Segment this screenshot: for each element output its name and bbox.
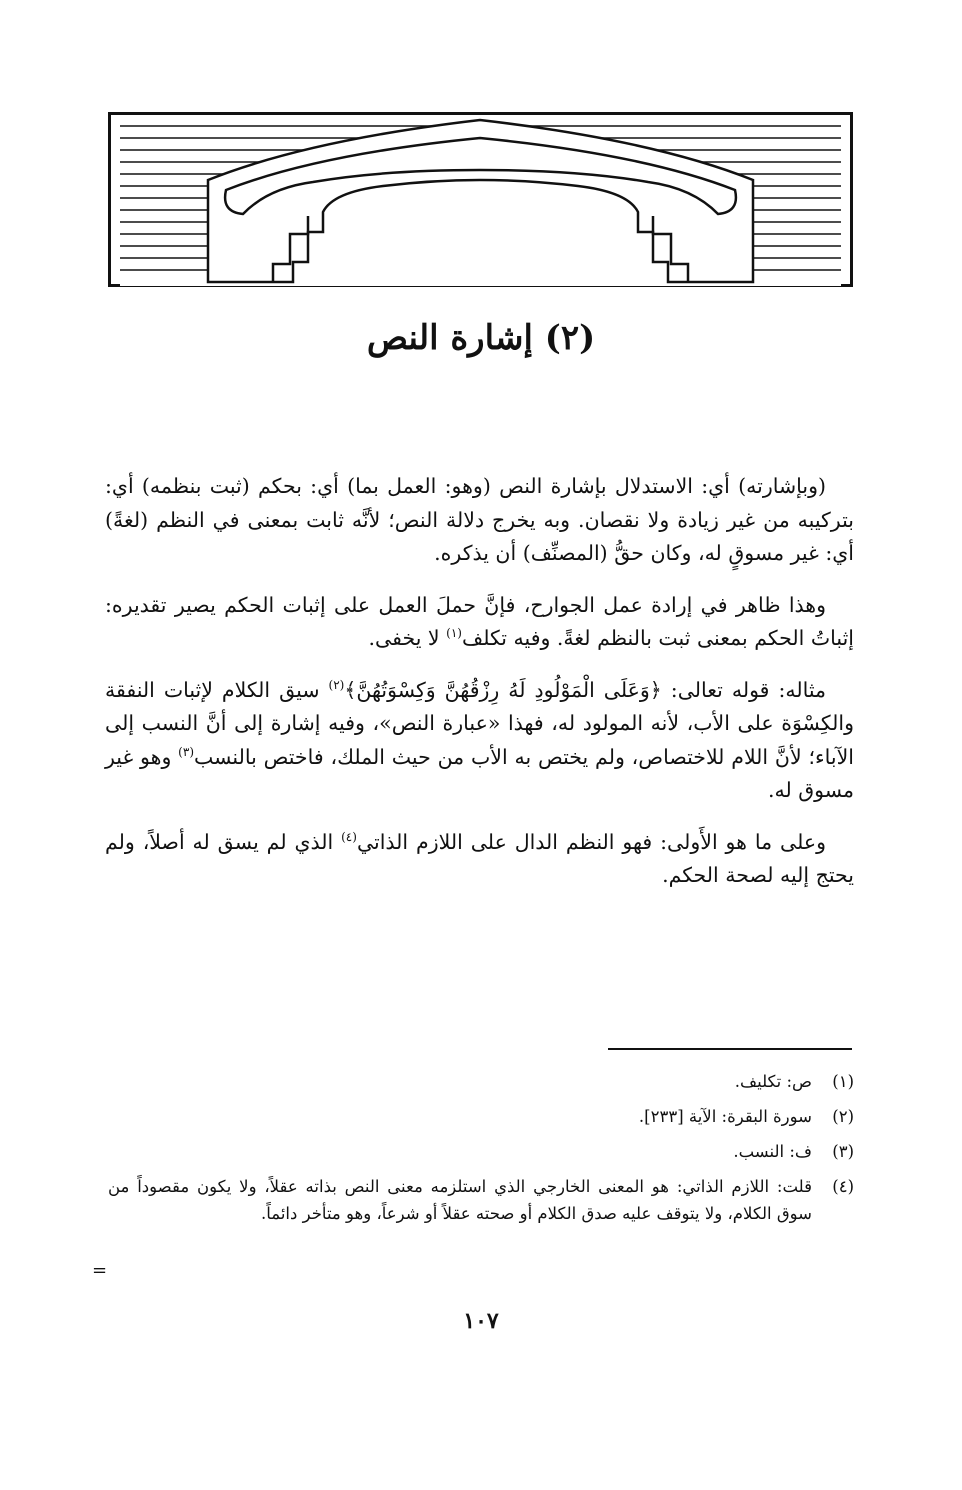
footnote <box>108 1103 854 1130</box>
footnote-separator <box>608 1048 852 1050</box>
footnote-text: ص: تكليف. <box>734 1072 812 1091</box>
paragraph-text-tail: وهو غير مسوق له. <box>105 744 854 802</box>
footnotes <box>108 1068 854 1235</box>
footnote-number: (٣) <box>832 1142 854 1161</box>
paragraph-text: وعلى ما هو الأَولى: فهو النظم الدال على اللازم الذاتي <box>356 829 826 854</box>
footnote-number: (٢) <box>832 1107 854 1126</box>
footnote-ref: (٢) <box>328 677 345 692</box>
paragraph-text: مثاله: قوله تعالى: ﴿وَعَلَى الْمَوْلُودِ لَهُ رِزْقُهُنَّ وَكِسْوَتُهُنَّ﴾ <box>344 677 826 702</box>
paragraph-text-tail: الذي لم يسق له أصلاً، ولم يحتج إليه لصحة الحكم. <box>105 829 854 887</box>
page-number: ١٠٧ <box>463 1308 499 1334</box>
paragraph-text-tail: لا يخفى. <box>368 626 447 650</box>
body-text <box>105 470 854 911</box>
footnote-text: ف: النسب. <box>733 1142 812 1161</box>
footnote-ref: (١) <box>446 626 462 641</box>
paragraph-text: وهذا ظاهر في إرادة عمل الجوارح، فإنَّ حملَ العمل على إثبات الحكم يصير تقديره: إثباتُ الحكم بمعنى ثبت بالنظم لغةً. وفيه تكلف <box>105 592 854 650</box>
paragraph <box>105 674 854 808</box>
footnote-ref: (٤) <box>341 829 357 844</box>
decorative-header-frame <box>108 112 853 287</box>
paragraph-text: (وبإشارته) أي: الاستدلال بإشارة النص (وهو: العمل بما) أي: بحكم (ثبت بنظمه) أي: بتركيبه من غير زيادة ولا نقصان. وبه يخرج دلالة النص؛ لأنَّه ثابت بمعنى في النظم (لغةً) أي: غير مسوقٍ له، وكان حقُّ (المصنِّف) أن يذكره. <box>105 474 854 565</box>
footnote-number: (١) <box>832 1072 854 1091</box>
paragraph <box>105 470 854 571</box>
footnote <box>108 1173 854 1227</box>
footnote <box>108 1068 854 1095</box>
paragraph-text-tail: سيق الكلام لإثبات النفقة والكِسْوَة على الأب، لأنه المولود له، فهذا «عبارة النص»، وفيه إشارة إلى أنَّ النسب إلى الآباء؛ لأنَّ اللام للاختصاص، ولم يختص به الأب من حيث الملك، فاختص بالنسب <box>105 677 854 769</box>
footnote-continuation-mark: = <box>92 1260 108 1281</box>
page-title: (٢) إشارة النص <box>366 318 596 358</box>
footnote-text: سورة البقرة: الآية [٢٣٣]. <box>638 1107 812 1126</box>
footnote <box>108 1138 854 1165</box>
paragraph <box>105 826 854 893</box>
paragraph <box>105 589 854 656</box>
footnote-ref: (٣) <box>178 744 194 759</box>
footnote-number: (٤) <box>832 1177 854 1196</box>
footnote-text: قلت: اللازم الذاتي: هو المعنى الخارجي الذي استلزمه معنى النص بذاته عقلاً، ولا يكون مقصوداً من سوق الكلام، ولا يتوقف عليه صدق الكلام أو صحته عقلاً أو شرعاً، وهو متأخر دائماً. <box>108 1177 812 1223</box>
